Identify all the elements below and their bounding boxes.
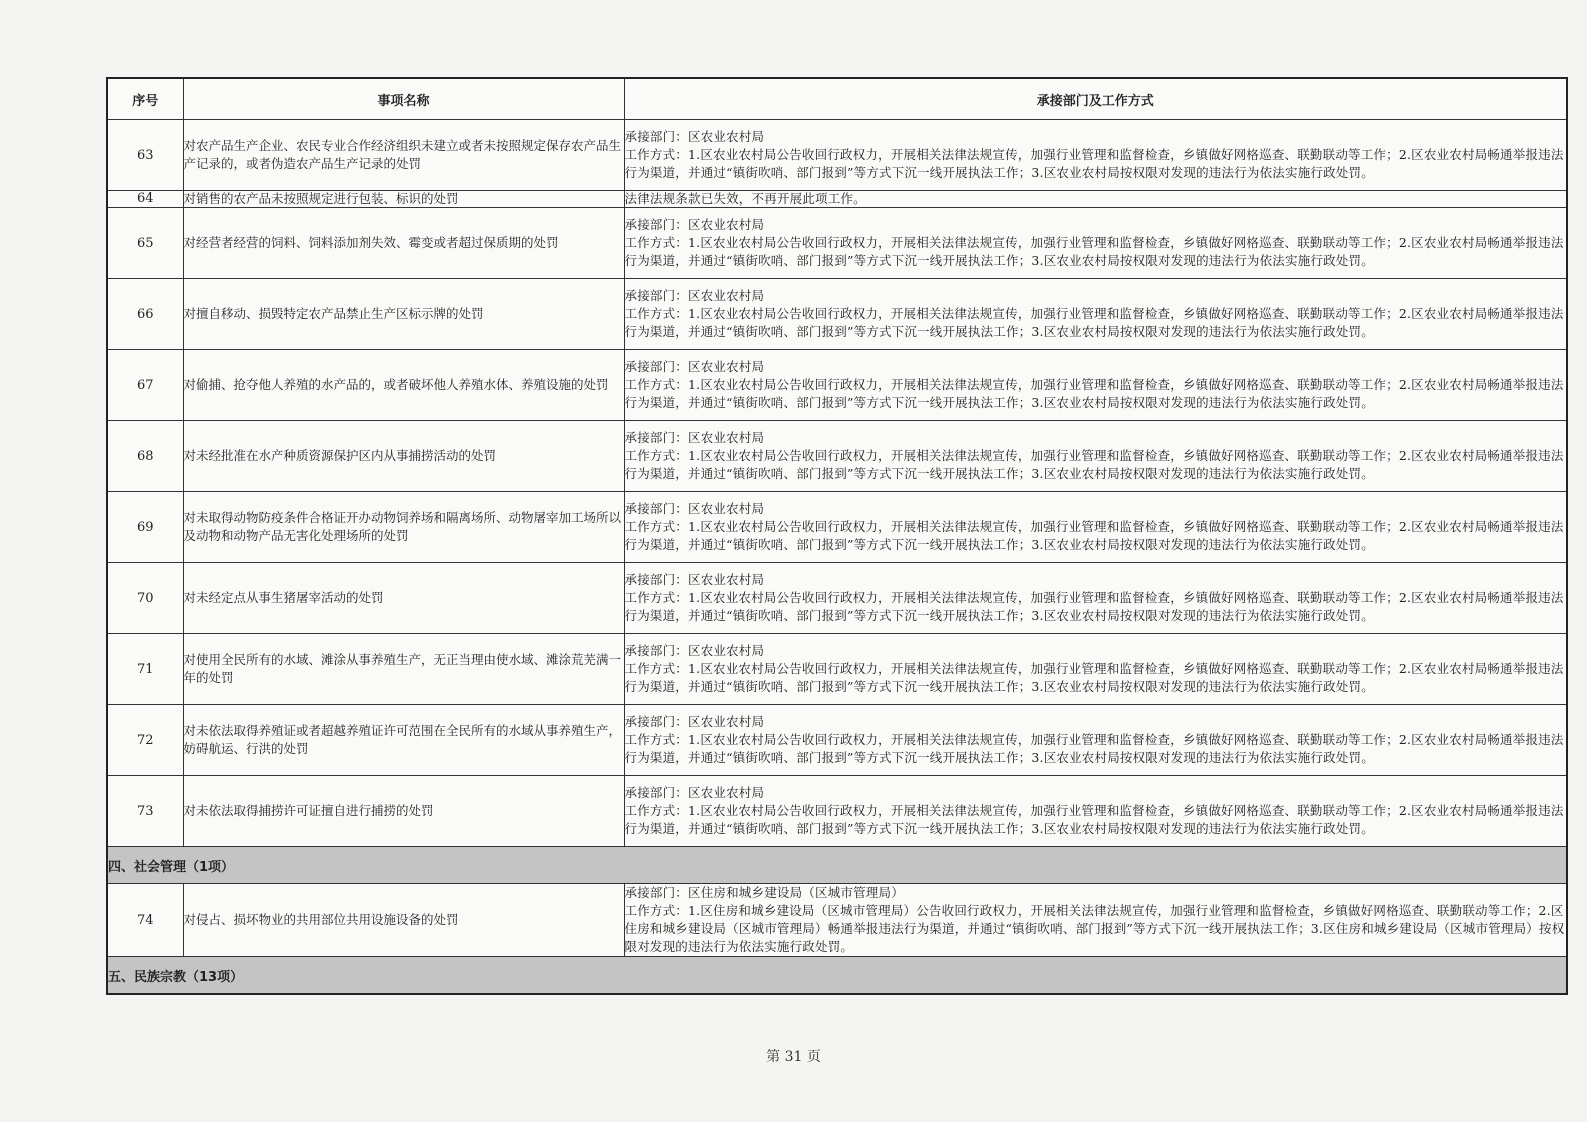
section-title: 四、社会管理（1项） <box>107 847 1567 884</box>
item-name: 对使用全民所有的水域、滩涂从事养殖生产，无正当理由使水域、滩涂荒芜满一年的处罚 <box>183 634 624 705</box>
dept-method-cell <box>624 421 1567 492</box>
table-row <box>107 350 1567 421</box>
item-name: 对未取得动物防疫条件合格证开办动物饲养场和隔离场所、动物屠宰加工场所以及动物和动物产品无害化处理场所的处罚 <box>183 492 624 563</box>
undertaking-dept: 承接部门：区农业农村局 <box>624 430 765 445</box>
undertaking-dept: 承接部门：区农业农村局 <box>624 785 765 800</box>
table-row <box>107 120 1567 191</box>
table-row <box>107 776 1567 847</box>
table-body <box>107 120 1567 995</box>
item-name: 对未经定点从事生猪屠宰活动的处罚 <box>183 563 624 634</box>
work-method: 工作方式：1.区农业农村局公告收回行政权力，开展相关法律法规宣传，加强行业管理和监督检查，乡镇做好网格巡查、联勤联动等工作；2.区农业农村局畅通举报违法行为渠道，并通过“镇街吹哨、部门报到”等方式下沉一线开展执法工作；3.区农业农村局按权限对发现的违法行为依法实施行政处罚。 <box>624 448 1564 481</box>
dept-method-cell <box>624 350 1567 421</box>
table-row <box>107 705 1567 776</box>
items-table <box>106 77 1568 995</box>
header-index: 序号 <box>107 78 183 120</box>
item-name: 对未经批准在水产种质资源保护区内从事捕捞活动的处罚 <box>183 421 624 492</box>
work-method: 工作方式：1.区农业农村局公告收回行政权力，开展相关法律法规宣传，加强行业管理和监督检查，乡镇做好网格巡查、联勤联动等工作；2.区农业农村局畅通举报违法行为渠道，并通过“镇街吹哨、部门报到”等方式下沉一线开展执法工作；3.区农业农村局按权限对发现的违法行为依法实施行政处罚。 <box>624 377 1564 410</box>
table-row <box>107 634 1567 705</box>
item-number: 69 <box>107 492 183 563</box>
undertaking-dept: 承接部门：区农业农村局 <box>624 572 765 587</box>
dept-method-cell <box>624 884 1567 957</box>
dept-method-cell <box>624 634 1567 705</box>
item-number: 64 <box>107 191 183 208</box>
table-row <box>107 492 1567 563</box>
dept-method-cell <box>624 776 1567 847</box>
header-dept-method: 承接部门及工作方式 <box>624 78 1567 120</box>
work-method: 工作方式：1.区农业农村局公告收回行政权力，开展相关法律法规宣传，加强行业管理和监督检查，乡镇做好网格巡查、联勤联动等工作；2.区农业农村局畅通举报违法行为渠道，并通过“镇街吹哨、部门报到”等方式下沉一线开展执法工作；3.区农业农村局按权限对发现的违法行为依法实施行政处罚。 <box>624 590 1564 623</box>
item-number: 67 <box>107 350 183 421</box>
undertaking-dept: 承接部门：区农业农村局 <box>624 501 765 516</box>
item-name: 对偷捕、抢夺他人养殖的水产品的，或者破坏他人养殖水体、养殖设施的处罚 <box>183 350 624 421</box>
item-number: 66 <box>107 279 183 350</box>
undertaking-dept: 法律法规条款已失效，不再开展此项工作。 <box>624 191 866 206</box>
undertaking-dept: 承接部门：区农业农村局 <box>624 714 765 729</box>
dept-method-cell <box>624 279 1567 350</box>
undertaking-dept: 承接部门：区农业农村局 <box>624 129 765 144</box>
item-number: 74 <box>107 884 183 957</box>
item-name: 对侵占、损坏物业的共用部位共用设施设备的处罚 <box>183 884 624 957</box>
item-number: 68 <box>107 421 183 492</box>
undertaking-dept: 承接部门：区农业农村局 <box>624 288 765 303</box>
dept-method-cell <box>624 705 1567 776</box>
table-row <box>107 279 1567 350</box>
undertaking-dept: 承接部门：区农业农村局 <box>624 359 765 374</box>
work-method: 工作方式：1.区住房和城乡建设局（区城市管理局）公告收回行政权力，开展相关法律法规宣传，加强行业管理和监督检查，乡镇做好网格巡查、联勤联动等工作；2.区住房和城乡建设局（区城市管理局）畅通举报违法行为渠道，并通过“镇街吹哨、部门报到”等方式下沉一线开展执法工作；3.区住房和城乡建设局（区城市管理局）按权限对发现的违法行为依法实施行政处罚。 <box>624 903 1565 954</box>
dept-method-cell <box>624 120 1567 191</box>
item-name: 对销售的农产品未按照规定进行包装、标识的处罚 <box>183 191 624 208</box>
work-method: 工作方式：1.区农业农村局公告收回行政权力，开展相关法律法规宣传，加强行业管理和监督检查，乡镇做好网格巡查、联勤联动等工作；2.区农业农村局畅通举报违法行为渠道，并通过“镇街吹哨、部门报到”等方式下沉一线开展执法工作；3.区农业农村局按权限对发现的违法行为依法实施行政处罚。 <box>624 235 1564 268</box>
item-name: 对未依法取得捕捞许可证擅自进行捕捞的处罚 <box>183 776 624 847</box>
table-header-row <box>107 78 1567 120</box>
dept-method-cell <box>624 563 1567 634</box>
table-row <box>107 191 1567 208</box>
item-number: 72 <box>107 705 183 776</box>
section-row <box>107 957 1567 995</box>
section-title: 五、民族宗教（13项） <box>107 957 1567 995</box>
item-name: 对农产品生产企业、农民专业合作经济组织未建立或者未按照规定保存农产品生产记录的，或者伪造农产品生产记录的处罚 <box>183 120 624 191</box>
table-row <box>107 884 1567 957</box>
dept-method-cell <box>624 191 1567 208</box>
work-method: 工作方式：1.区农业农村局公告收回行政权力，开展相关法律法规宣传，加强行业管理和监督检查，乡镇做好网格巡查、联勤联动等工作；2.区农业农村局畅通举报违法行为渠道，并通过“镇街吹哨、部门报到”等方式下沉一线开展执法工作；3.区农业农村局按权限对发现的违法行为依法实施行政处罚。 <box>624 732 1564 765</box>
undertaking-dept: 承接部门：区农业农村局 <box>624 643 765 658</box>
section-row <box>107 847 1567 884</box>
item-number: 73 <box>107 776 183 847</box>
table-row <box>107 563 1567 634</box>
item-number: 65 <box>107 208 183 279</box>
undertaking-dept: 承接部门：区农业农村局 <box>624 217 765 232</box>
item-number: 70 <box>107 563 183 634</box>
item-name: 对经营者经营的饲料、饲料添加剂失效、霉变或者超过保质期的处罚 <box>183 208 624 279</box>
table-row <box>107 421 1567 492</box>
work-method: 工作方式：1.区农业农村局公告收回行政权力，开展相关法律法规宣传，加强行业管理和监督检查，乡镇做好网格巡查、联勤联动等工作；2.区农业农村局畅通举报违法行为渠道，并通过“镇街吹哨、部门报到”等方式下沉一线开展执法工作；3.区农业农村局按权限对发现的违法行为依法实施行政处罚。 <box>624 306 1564 339</box>
work-method: 工作方式：1.区农业农村局公告收回行政权力，开展相关法律法规宣传，加强行业管理和监督检查，乡镇做好网格巡查、联勤联动等工作；2.区农业农村局畅通举报违法行为渠道，并通过“镇街吹哨、部门报到”等方式下沉一线开展执法工作；3.区农业农村局按权限对发现的违法行为依法实施行政处罚。 <box>624 661 1564 694</box>
item-number: 63 <box>107 120 183 191</box>
header-item-name: 事项名称 <box>183 78 624 120</box>
dept-method-cell <box>624 492 1567 563</box>
table-row <box>107 208 1567 279</box>
item-name: 对未依法取得养殖证或者超越养殖证许可范围在全民所有的水域从事养殖生产，妨碍航运、行洪的处罚 <box>183 705 624 776</box>
work-method: 工作方式：1.区农业农村局公告收回行政权力，开展相关法律法规宣传，加强行业管理和监督检查，乡镇做好网格巡查、联勤联动等工作；2.区农业农村局畅通举报违法行为渠道，并通过“镇街吹哨、部门报到”等方式下沉一线开展执法工作；3.区农业农村局按权限对发现的违法行为依法实施行政处罚。 <box>624 147 1564 180</box>
work-method: 工作方式：1.区农业农村局公告收回行政权力，开展相关法律法规宣传，加强行业管理和监督检查，乡镇做好网格巡查、联勤联动等工作；2.区农业农村局畅通举报违法行为渠道，并通过“镇街吹哨、部门报到”等方式下沉一线开展执法工作；3.区农业农村局按权限对发现的违法行为依法实施行政处罚。 <box>624 803 1564 836</box>
dept-method-cell <box>624 208 1567 279</box>
item-name: 对擅自移动、损毁特定农产品禁止生产区标示牌的处罚 <box>183 279 624 350</box>
work-method: 工作方式：1.区农业农村局公告收回行政权力，开展相关法律法规宣传，加强行业管理和监督检查，乡镇做好网格巡查、联勤联动等工作；2.区农业农村局畅通举报违法行为渠道，并通过“镇街吹哨、部门报到”等方式下沉一线开展执法工作；3.区农业农村局按权限对发现的违法行为依法实施行政处罚。 <box>624 519 1564 552</box>
undertaking-dept: 承接部门：区住房和城乡建设局（区城市管理局） <box>624 885 904 900</box>
page-number: 第 31 页 <box>766 1049 821 1065</box>
item-number: 71 <box>107 634 183 705</box>
